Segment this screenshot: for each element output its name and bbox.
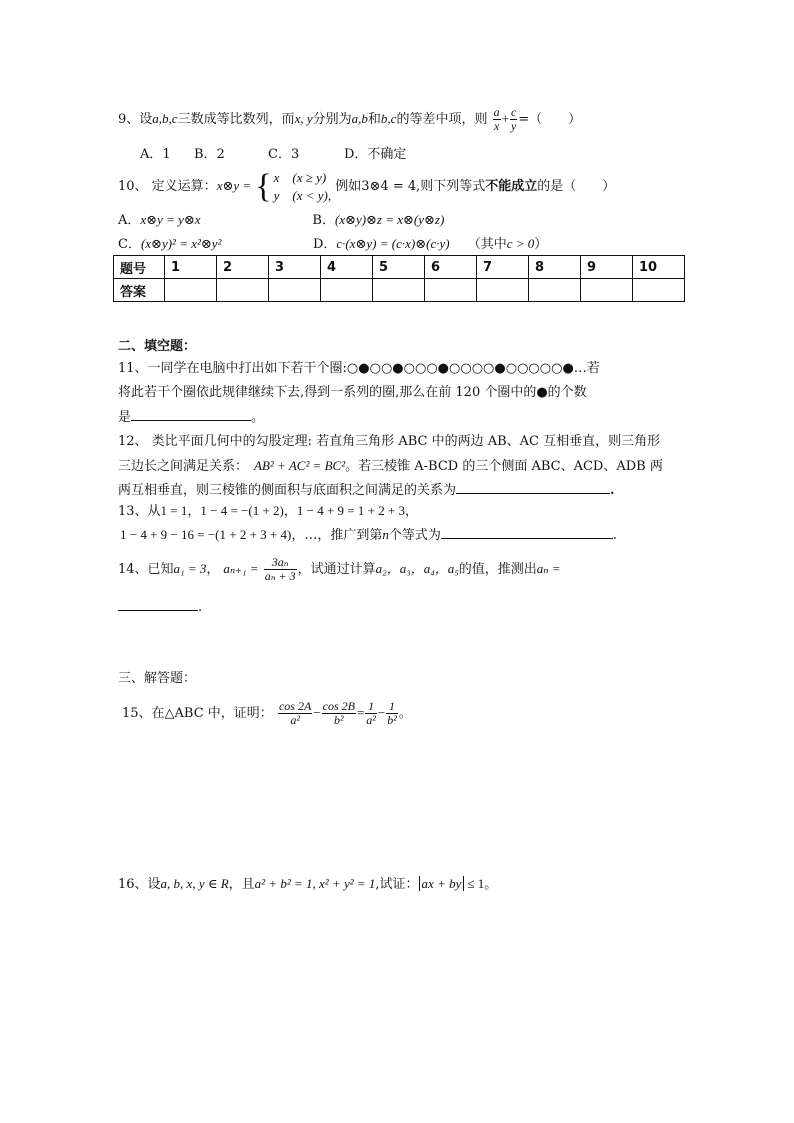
q9-plus: + xyxy=(501,111,509,126)
answer-table-number: 2 xyxy=(217,256,269,279)
answer-table-number: 10 xyxy=(633,256,685,279)
q10-options-ab xyxy=(118,211,444,230)
q12-line2-post: 。若三棱锥 A-BCD 的三个侧面 ABC、ACD、ADB 两 xyxy=(345,459,663,474)
q9-options xyxy=(140,146,406,164)
q11-line1: 11、一同学在电脑中打出如下若干个圈:○●○○●○○○●○○○○●○○○○○●…若 xyxy=(118,361,600,376)
q15-fraction-cos2a: $\frac{\cos 2A}{\text{a²}}$ xyxy=(278,699,312,727)
q9-xy: x, y xyxy=(294,111,313,126)
q9-option-c: C．3 xyxy=(268,147,300,162)
q12-line3 xyxy=(118,481,615,500)
answer-table xyxy=(113,255,685,302)
q11-line3-text: 是 xyxy=(118,410,132,425)
q9-option-d: D．不确定 xyxy=(344,147,407,162)
q15-fraction-1-b2: $\frac{1}{\text{b²}}$ xyxy=(387,699,397,727)
q16-condition: a² + b² = 1, x² + y² = 1 xyxy=(254,876,376,891)
q11-answer-blank[interactable] xyxy=(131,408,251,421)
answer-table-number: 9 xyxy=(581,256,633,279)
q11-line2: 将此若干个圈依此规律继续下去,得到一系列的圈,那么在前 120 个圈中的●的个数 xyxy=(118,385,587,400)
q13-line1 xyxy=(118,502,418,521)
q13-line2-post: 个等式为 xyxy=(388,528,441,543)
q10-option-d-note: （其中 xyxy=(467,237,507,252)
q13-end: . xyxy=(612,528,617,543)
q10-tail: 的是（ ） xyxy=(537,179,616,194)
q12-pythagoras-expr: AB² + AC² = BC² xyxy=(254,458,346,473)
q9-ab: a,b xyxy=(351,111,368,126)
section2-title: 二、填空题： xyxy=(118,339,197,354)
answer-table-answer-label: 答案 xyxy=(114,279,165,302)
q9-mid1: 三数成等比数列，而 xyxy=(177,112,295,127)
q16-vars: a, b, x, y ∈ R xyxy=(160,876,229,891)
q9-stem xyxy=(118,106,581,133)
q12-line3-text: 两互相垂直，则三棱锥的侧面积与底面积之间满足的关系为 xyxy=(118,483,457,498)
q14-mid: ，试通过计算 xyxy=(297,562,376,577)
answer-cell[interactable] xyxy=(477,279,529,302)
q13-n: n xyxy=(382,527,389,542)
q12-line2 xyxy=(118,457,663,476)
q14-answer-blank[interactable] xyxy=(118,598,198,611)
answer-table-number: 3 xyxy=(269,256,321,279)
q12-line1: 12、 类比平面几何中的勾股定理: 若直角三角形 ABC 中的两边 AB、AC 互相垂直，则三角形 xyxy=(118,434,661,449)
q14-end: . xyxy=(198,600,203,615)
q9-prefix: 9、设 xyxy=(118,112,153,127)
q10-example: 例如3⊗4 = 4, xyxy=(331,179,421,194)
q15-end: 。 xyxy=(398,706,412,721)
q15-equals: = xyxy=(356,705,365,720)
answer-table-number: 6 xyxy=(425,256,477,279)
q16-abs-expr: ax + by xyxy=(419,876,465,891)
q10-option-d-label: D． xyxy=(312,237,337,252)
q10-option-c: (x⊗y)² = x²⊗y² xyxy=(140,236,222,251)
answer-table-number: 5 xyxy=(373,256,425,279)
q15-minus: − xyxy=(313,705,321,720)
answer-cell[interactable] xyxy=(581,279,633,302)
q9-option-a: A．1 xyxy=(140,147,171,162)
q9-and: 和 xyxy=(367,112,381,127)
q13-line1-pre: 13、从 xyxy=(118,504,161,519)
answer-table-header-label: 题号 xyxy=(114,256,165,279)
q9-bc: b,c xyxy=(380,111,397,126)
q15-pre: 15、在△ABC 中，证明： xyxy=(122,706,273,721)
q14-line2 xyxy=(118,598,202,617)
answer-table-number: 7 xyxy=(477,256,529,279)
q10-options-cd xyxy=(118,235,547,254)
q14-pre: 14、已知 xyxy=(118,562,174,577)
q9-mid3: 的等差中项，则 xyxy=(396,112,488,127)
q11-line3 xyxy=(118,408,264,427)
q11-end: 。 xyxy=(251,410,265,425)
q16-line xyxy=(118,875,497,894)
q15-line xyxy=(122,694,412,733)
q10-option-b: (x⊗y)⊗z = x⊗(y⊗z) xyxy=(334,212,445,227)
q9-mid2: 分别为 xyxy=(312,112,352,127)
q10-option-d-cond: c > 0 xyxy=(506,236,535,251)
q10-cases: x (x ≥ y) y (x < y), xyxy=(273,169,332,203)
answer-table-header-row xyxy=(114,256,685,279)
answer-table-number: 4 xyxy=(321,256,373,279)
q9-abc: a,b,c xyxy=(152,111,178,126)
q13-answer-blank[interactable] xyxy=(441,526,613,539)
q9-fraction-c-over-y: $\frac{c}{y}$ xyxy=(510,105,517,133)
q10-brace: { xyxy=(255,167,272,205)
q13-line1-expr: 1 = 1，1 − 4 = −(1 + 2)，1 − 4 + 9 = 1 + 2 + 3， xyxy=(160,503,419,518)
q9-option-b: B．2 xyxy=(194,147,225,162)
q14-sep: ， xyxy=(206,562,220,577)
q14-line1 xyxy=(118,552,561,587)
q10-option-a: x⊗y = y⊗x xyxy=(140,212,201,227)
q14-recurrence-lhs: aₙ₊₁ = xyxy=(223,561,259,576)
q16-leq: ≤ 1 xyxy=(467,876,485,891)
answer-cell[interactable] xyxy=(373,279,425,302)
q10-option-d: c·(x⊗y) = (c·x)⊗(c·y) xyxy=(336,236,450,251)
answer-cell[interactable] xyxy=(633,279,685,302)
section3-title: 三、解答题： xyxy=(118,671,197,686)
q14-a1: a₁ = 3 xyxy=(173,561,207,576)
answer-cell[interactable] xyxy=(529,279,581,302)
answer-cell[interactable] xyxy=(269,279,321,302)
answer-cell[interactable] xyxy=(165,279,217,302)
answer-table-answer-row xyxy=(114,279,685,302)
q10-option-d-close: ） xyxy=(534,237,548,252)
q13-line2-mid: ，…，推广到第 xyxy=(291,528,383,543)
q14-post: 的值，推测出 xyxy=(458,562,537,577)
q9-fraction-a-over-x: $\frac{a}{x}$ xyxy=(493,105,500,133)
q16-pre: 16、设 xyxy=(118,877,161,892)
answer-table-number: 8 xyxy=(529,256,581,279)
q15-fraction-cos2b: $\frac{\cos 2B}{\text{b²}}$ xyxy=(322,699,355,727)
q12-line2-pre: 三边长之间满足关系： xyxy=(118,459,249,474)
q12-end: . xyxy=(610,483,615,498)
q15-minus-2: − xyxy=(377,705,386,720)
q16-prove: ,试证： xyxy=(375,877,419,892)
q10-option-c-label: C． xyxy=(118,237,141,252)
q16-end: 。 xyxy=(484,877,498,892)
answer-cell[interactable] xyxy=(425,279,477,302)
q10-stem xyxy=(118,166,615,207)
q10-text: 则下列等式 xyxy=(420,179,486,194)
q9-answer-paren: =（ ） xyxy=(518,112,582,127)
q16-mid: ，且 xyxy=(228,877,255,892)
q10-option-a-label: A． xyxy=(118,213,141,228)
q10-bold-cannot: 不能成立 xyxy=(485,179,538,194)
answer-cell[interactable] xyxy=(217,279,269,302)
answer-table-number: 1 xyxy=(165,256,217,279)
q10-prefix: 10、 定义运算： xyxy=(118,179,217,194)
q10-option-b-label: B． xyxy=(312,213,335,228)
q13-line2 xyxy=(120,526,617,545)
q14-terms: a₂，a₃，a₄，a₅ xyxy=(375,561,459,576)
q13-line2-expr: 1 − 4 + 9 − 16 = −(1 + 2 + 3 + 4) xyxy=(120,527,292,542)
q14-recurrence-fraction: $\frac{\text{3aₙ}}{\text{aₙ + 3}}$ xyxy=(264,555,296,583)
q14-an: aₙ = xyxy=(536,561,561,576)
q15-fraction-1-a2: $\frac{1}{\text{a²}}$ xyxy=(366,699,376,727)
q10-lhs: x⊗y = xyxy=(216,178,252,193)
answer-cell[interactable] xyxy=(321,279,373,302)
q12-answer-blank[interactable] xyxy=(456,481,610,494)
